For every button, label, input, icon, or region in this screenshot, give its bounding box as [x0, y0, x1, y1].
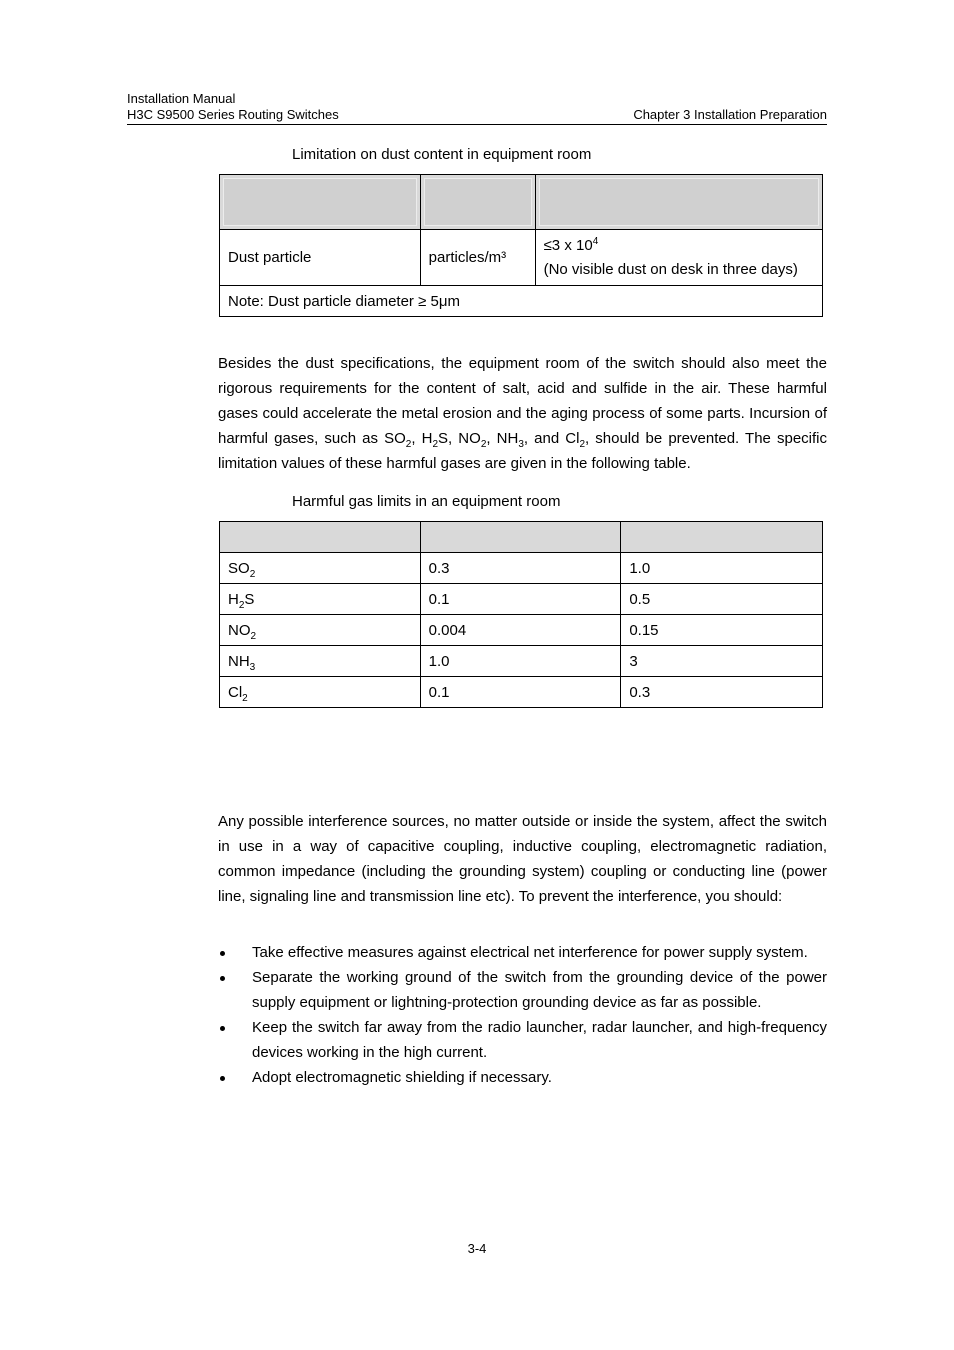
table-header-row: [220, 522, 823, 553]
table-row: [220, 615, 823, 646]
gas-value-cell: 0.1: [420, 584, 621, 615]
dust-table-caption: Limitation on dust content in equipment room: [292, 146, 592, 163]
gas-value-cell: 0.3: [621, 677, 823, 708]
header-manual-title: Installation Manual: [127, 91, 236, 106]
dust-unit-cell: particles/m³: [420, 230, 535, 286]
list-item: Adopt electromagnetic shielding if necessary.: [218, 1065, 827, 1090]
table-header-row: [220, 175, 823, 230]
bullet-icon: [220, 1026, 225, 1031]
gas-name-cell: $NH_3$: [220, 646, 421, 677]
list-item: Take effective measures against electrical net interference for power supply system.: [218, 940, 827, 965]
table-row: [220, 646, 823, 677]
dust-limit-value: ≤3 x 10: [543, 236, 593, 254]
gas-name-cell: $H_2S$: [220, 584, 421, 615]
table-row: [220, 230, 823, 286]
page-number: 3-4: [467, 1241, 487, 1256]
table-header-cell: [220, 522, 421, 553]
interference-paragraph: Any possible interference sources, no matter outside or inside the system, affect the switch in use in a way of capacitive coupling, inductive coupling, electromagnetic radiation, common impedance (including the grounding system) coupling or conducting line (power line, signaling line and transmission line etc). To prevent the interference, you should:: [218, 813, 827, 905]
table-header-cell: [535, 175, 822, 230]
gas-name-cell: $Cl_2$: [220, 677, 421, 708]
header-divider: [127, 124, 827, 125]
gas-value-cell: 3: [621, 646, 823, 677]
page-header: [127, 91, 827, 123]
header-product-name: H3C S9500 Series Routing Switches: [127, 107, 339, 122]
bullet-icon: [220, 976, 225, 981]
dust-limit-cell: [535, 230, 822, 286]
table-header-cell: [420, 522, 621, 553]
gas-name-cell: $NO_2$: [220, 615, 421, 646]
header-chapter: Chapter 3 Installation Preparation: [633, 107, 827, 122]
gas-value-cell: 0.004: [420, 615, 621, 646]
list-item: Keep the switch far away from the radio launcher, radar launcher, and high-frequency devices working in the high current.: [218, 1015, 827, 1065]
list-item: Separate the working ground of the switch from the grounding device of the power supply equipment or lightning-protection grounding device as far as possible.: [218, 965, 827, 1015]
bullet-icon: [220, 951, 225, 956]
gas-name-cell: $SO_2$: [220, 553, 421, 584]
gas-value-cell: 1.0: [621, 553, 823, 584]
gas-value-cell: 0.5: [621, 584, 823, 615]
table-header-cell: [621, 522, 823, 553]
table-row: [220, 677, 823, 708]
dust-limit-exponent: 4: [592, 235, 599, 247]
bullet-icon: [220, 1076, 225, 1081]
gas-limit-table: [219, 521, 823, 708]
gas-value-cell: 0.15: [621, 615, 823, 646]
gas-value-cell: 1.0: [420, 646, 621, 677]
table-header-cell: [420, 175, 535, 230]
table-header-cell: [220, 175, 421, 230]
gas-table-caption: Harmful gas limits in an equipment room: [292, 493, 561, 510]
dust-limit-note: (No visible dust on desk in three days): [543, 260, 798, 278]
harmful-gas-paragraph: Besides the dust specifications, the equipment room of the switch should also meet the rigorous requirements for the content of salt, acid and sulfide in the air. These harmful gases could accelerate the metal erosion and the aging process of some parts. Incursion of harmful gases, such as $SO_2$, $H_2S$, $NO_2$, $NH_3$, and $Cl_2$, should be prevented. The specific limitation values of these harmful gases are given in the following table.: [218, 355, 828, 472]
table-note-row: [220, 286, 823, 317]
dust-name-cell: Dust particle: [220, 230, 421, 286]
table-row: [220, 553, 823, 584]
table-row: [220, 584, 823, 615]
gas-value-cell: 0.3: [420, 553, 621, 584]
gas-value-cell: 0.1: [420, 677, 621, 708]
dust-note-cell: Note: Dust particle diameter ≥ 5μm: [220, 286, 823, 317]
dust-limit-table: [219, 174, 823, 317]
interference-measures-list: [218, 940, 827, 1090]
